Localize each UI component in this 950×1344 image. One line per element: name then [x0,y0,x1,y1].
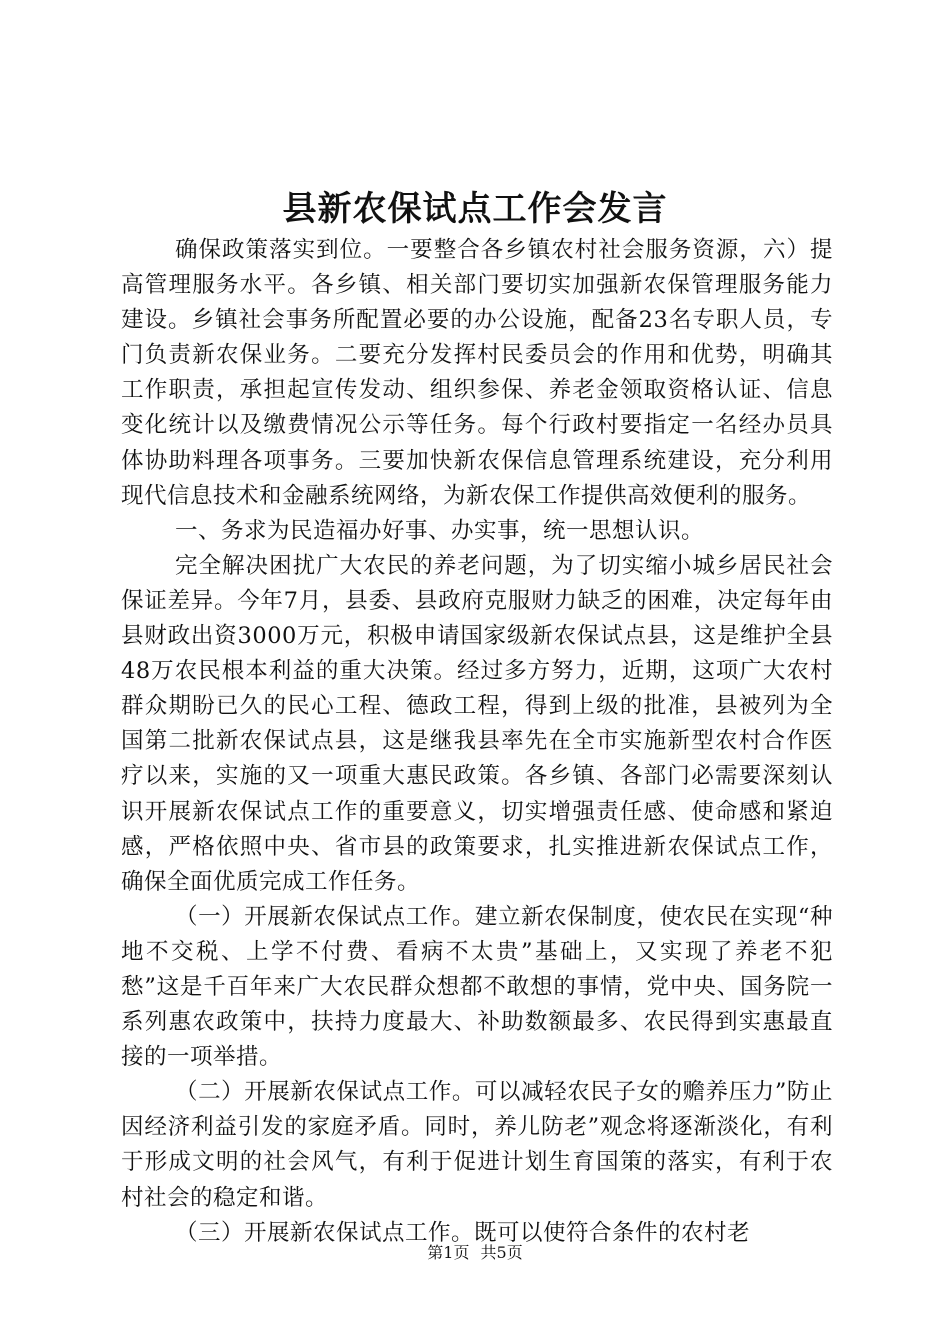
paragraph: （二）开展新农保试点工作。可以减轻农民子女的赡养压力”防止因经济利益引发的家庭矛盾。同时，养儿防老”观念将逐渐淡化，有利于形成文明的社会风气，有利于促进计划生育国策的落实，有利于农村社会的稳定和谐。 [121,1079,833,1211]
paragraph: （三）开展新农保试点工作。既可以使符合条件的农村老 [175,1219,751,1246]
paragraph: 完全解决困扰广大农民的养老问题，为了切实缩小城乡居民社会保证差异。今年7月，县委、县政府克服财力缺乏的困难，决定每年由县财政出资3000万元，积极申请国家级新农保试点县，这是维护全县48万农民根本利益的重大决策。经过多方努力，近期，这项广大农村群众期盼已久的民心工程、德政工程，得到上级的批准，县被列为全国第二批新农保试点县，这是继我县率先在全市实施新型农村合作医疗以来，实施的又一项重大惠民政策。各乡镇、各部门必需要深刻认识开展新农保试点工作的重要意义，切实增强责任感、使命感和紧迫感，严格依照中央、省市县的政策要求，扎实推进新农保试点工作，确保全面优质完成工作任务。 [121,552,833,895]
paragraph: 确保政策落实到位。一要整合各乡镇农村社会服务资源，六）提高管理服务水平。各乡镇、相关部门要切实加强新农保管理服务能力建设。乡镇社会事务所配置必要的办公设施，配备23名专职人员，专门负责新农保业务。二要充分发挥村民委员会的作用和优势，明确其工作职责，承担起宣传发动、组织参保、养老金领取资格认证、信息变化统计以及缴费情况公示等任务。每个行政村要指定一名经办员具体协助料理各项事务。三要加快新农保信息管理系统建设，充分利用现代信息技术和金融系统网络，为新农保工作提供高效便利的服务。 [121,237,833,509]
document-title: 县新农保试点工作会发言 [282,189,668,229]
page-total: 共5页 [480,1243,523,1262]
document-body [121,233,833,1251]
section-heading: 一、务求为民造福办好事、办实事，统一思想认识。 [175,517,705,544]
page-number: 第1页 [427,1243,470,1262]
paragraph: （一）开展新农保试点工作。建立新农保制度，使农民在实现“种地不交税、上学不付费、看病不太贵”基础上，又实现了养老不犯愁”这是千百年来广大农民群众想都不敢想的事情，党中央、国务院一系列惠农政策中，扶持力度最大、补助数额最多、农民得到实惠最直接的一项举措。 [121,903,833,1071]
page-footer [0,1242,950,1264]
